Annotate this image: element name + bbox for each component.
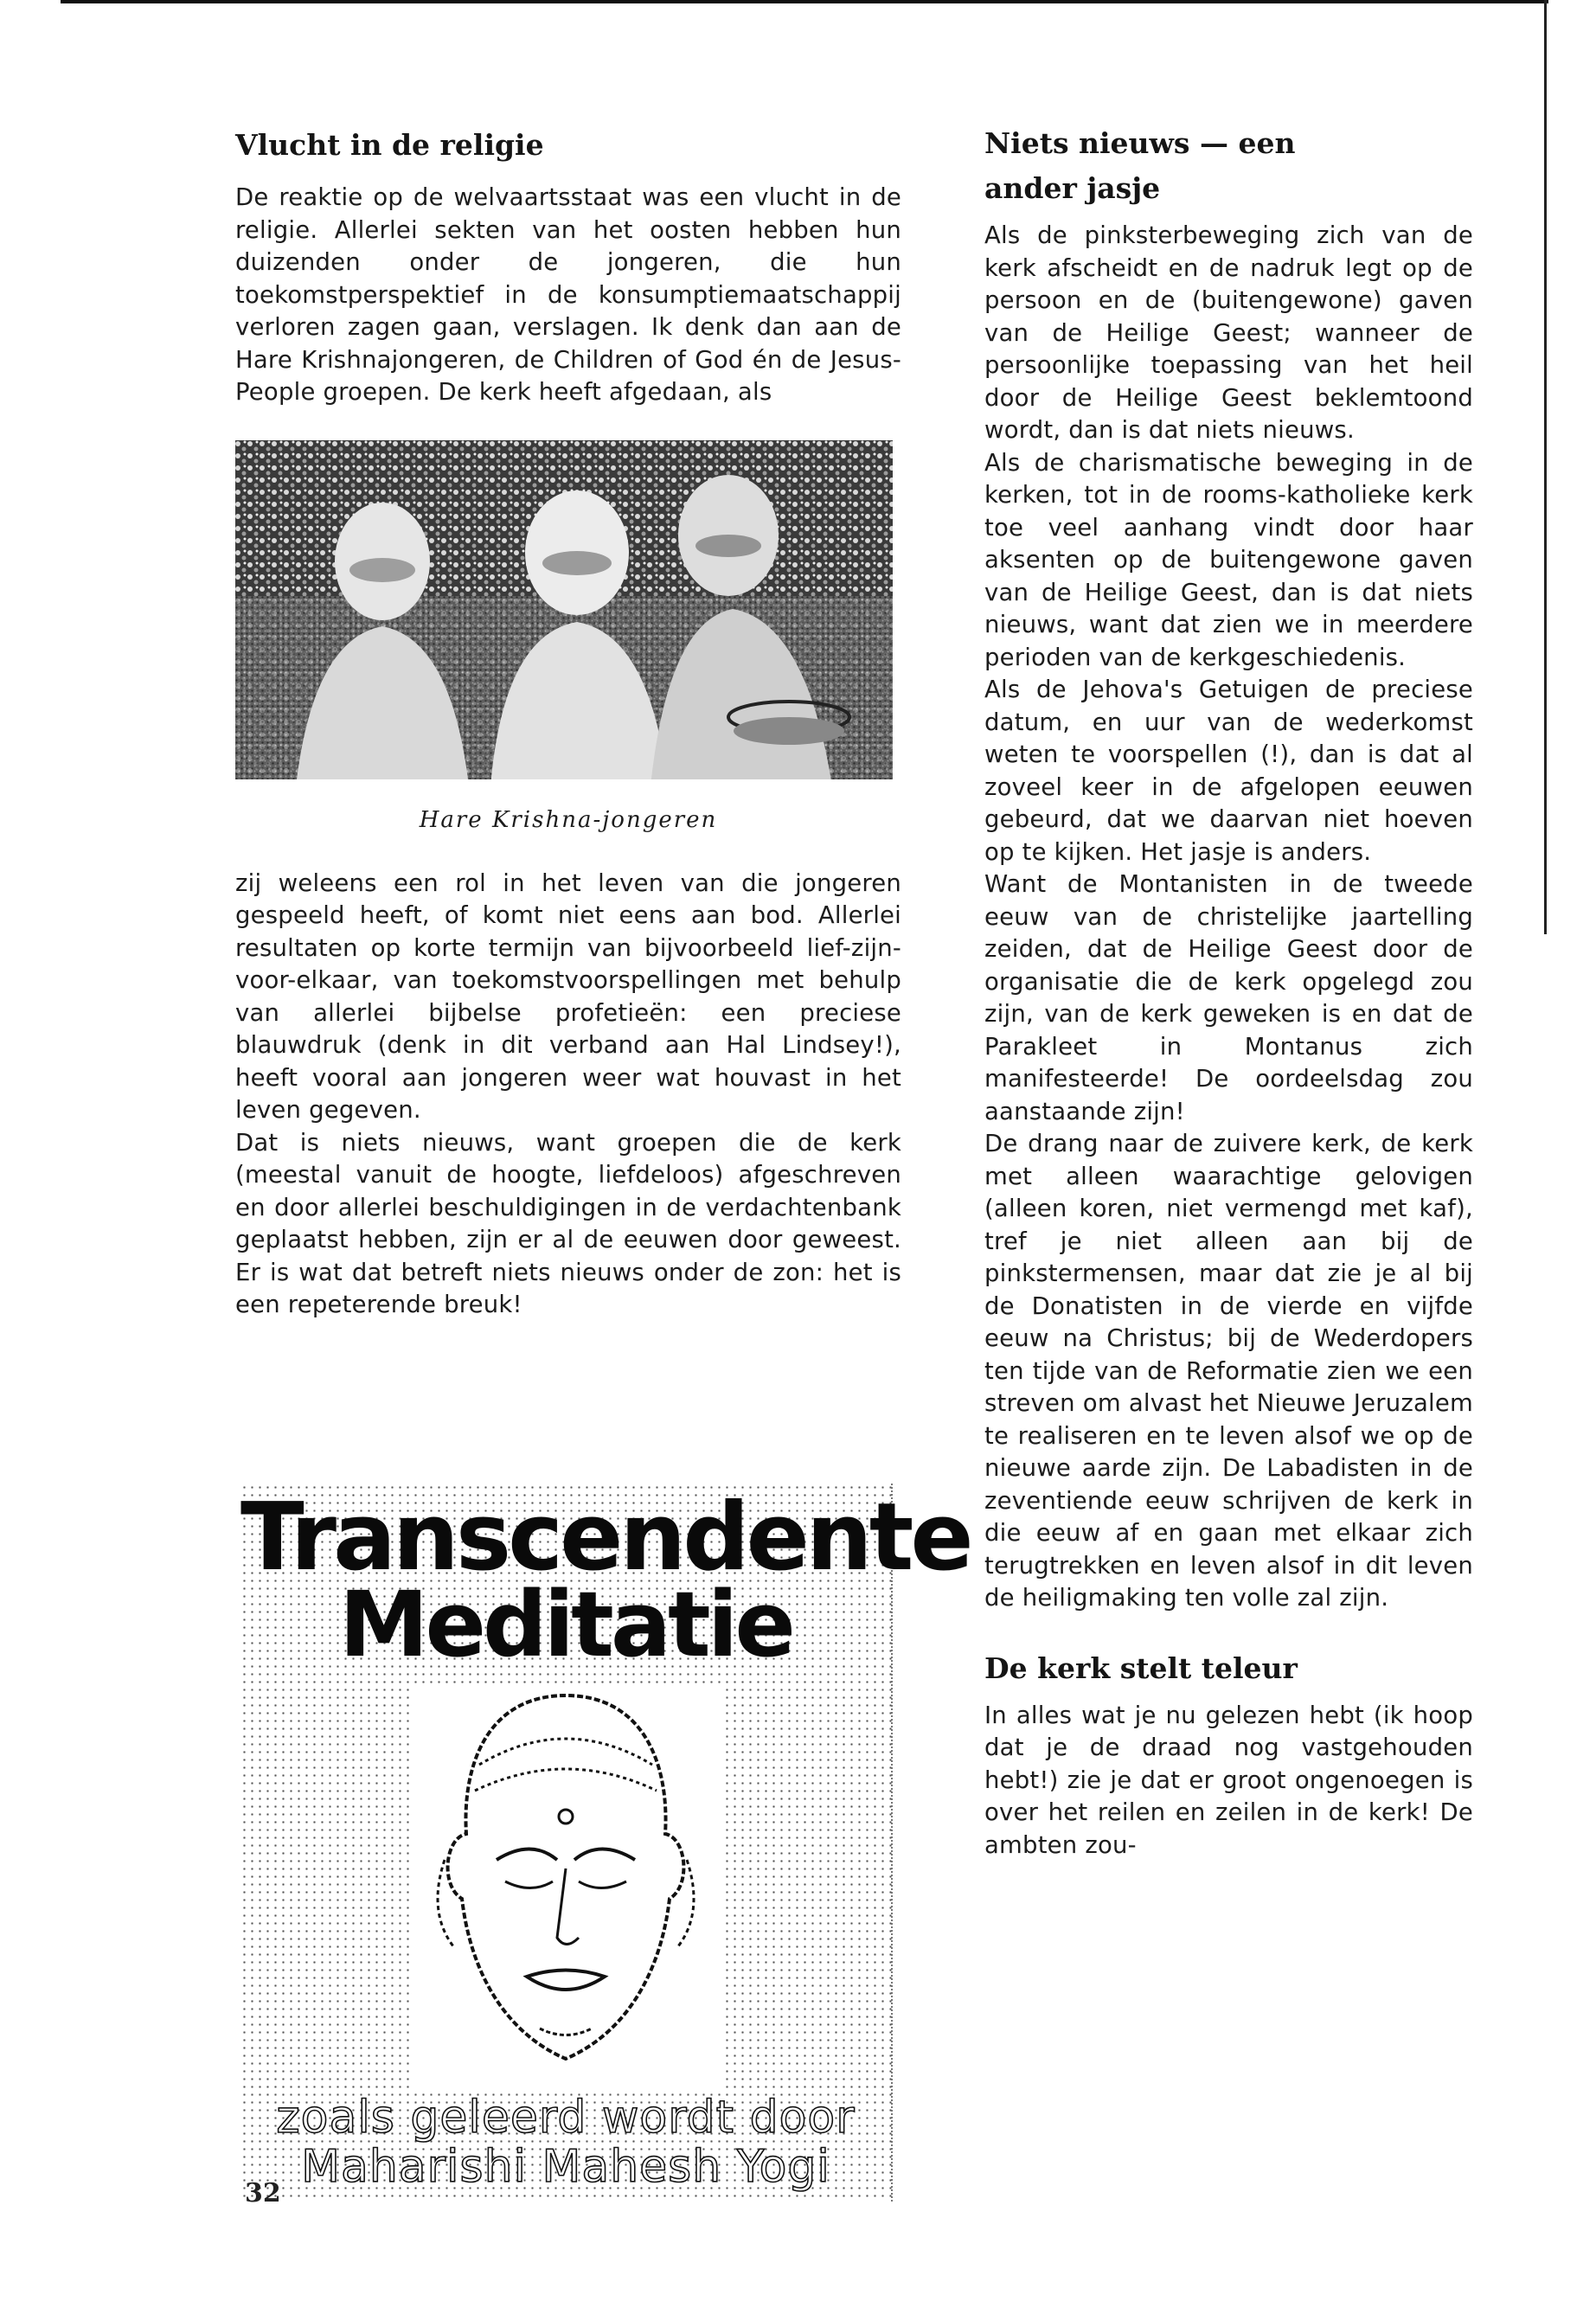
hare-krishna-photo: [235, 440, 893, 786]
poster-subtitle-line-2: Maharishi Mahesh Yogi: [301, 2141, 830, 2193]
top-border-rule: [61, 0, 1548, 3]
page-number: 32: [245, 2178, 281, 2208]
poster-title-line-2: Meditatie: [339, 1572, 792, 1677]
poster-title-line-1: Transcendente: [240, 1484, 971, 1592]
right-paragraph-1: Als de pinksterbeweging zich van de kerk afscheidt en de nadruk legt op de persoon en de (buitengewone) gaven van de Heilige Geest; wanneer de persoonlijke toepassing van het heil door de Heilige Geest beklemtoond wordt, dan is dat niets nieuws.: [984, 221, 1473, 444]
right-paragraph-4: Want de Montanisten in de tweede eeuw van de christelijke jaartelling zeiden, dat de Heilige Geest door de organisatie die de kerk opgelegd zou zijn, van de kerk geweken is en dat de Parakleet in Montanus zich manifesteerde! De oordeelsdag zou aanstaande zijn!: [984, 870, 1473, 1125]
right-paragraph-5: De drang naar de zuivere kerk, de kerk met alleen waarachtige gelovigen (alleen koren, niet vermengd met kaf), tref je niet alleen aan bij de pinkstermensen, maar dat zie je al bij de Donatisten in de vierde en vijfde eeuw na Christus; bij de Wederdopers ten tijde van de Reformatie zien we een streven om alvast het Nieuwe Jeruzalem te realiseren en te leven alsof we op de nieuwe aarde zijn. De Labadisten in de zeventiende eeuw schrijven de kerk in die eeuw af en gaan met elkaar zich terugtrekken en leven alsof in dit leven de heiligmaking ten volle zal zijn.: [984, 1130, 1473, 1612]
photo-caption: Hare Krishna-jongeren: [419, 806, 718, 833]
heading-line-1: Niets nieuws — een: [984, 126, 1296, 160]
left-column: [235, 121, 901, 1322]
right-paragraph-3: Als de Jehova's Getuigen de preciese datum, en uur van de wederkomst weten te voorspellen (!), dan is dat al zoveel keer in de afgelopen eeuwen gebeurd, dat we daarvan niet hoeven op te kijken. Het jasje is anders.: [984, 676, 1473, 866]
right-paragraph-6: In alles wat je nu gelezen hebt (ik hoop dat je de draad nog vastgehouden hebt!) zie je dat er groot ongenoegen is over het reilen en zeilen in de kerk! De ambten zou-: [984, 1701, 1473, 1859]
photo-illustration: [235, 440, 893, 786]
section-heading-niets-nieuws: [984, 121, 1473, 211]
section-heading-kerk-stelt-teleur: De kerk stelt teleur: [984, 1650, 1298, 1685]
transcendente-meditatie-poster: [240, 1484, 971, 2202]
right-column: [984, 121, 1473, 1862]
buddha-face-illustration: [393, 1687, 739, 2089]
left-paragraph-2: zij weleens een rol in het leven van die jongeren gespeeld heeft, of komt niet eens aan bod. Allerlei resultaten op korte termijn van bijvoorbeeld lief-zijn-voor-elkaar, van toekomstvoorspellingen met behulp van allerlei bijbelse profetieën: een preciese blauwdruk (denk in dit verband aan Hal Lindsey!), heeft vooral aan jongeren weer wat houvast in het leven gegeven.: [235, 868, 901, 1124]
right-paragraph-2: Als de charismatische beweging in de kerken, tot in de rooms-katholieke kerk toe veel aanhang vindt door haar aksenten op de buitengewone gaven van de Heilige Geest, dan is dat niets nieuws, want dat zien we in meerdere perioden van de kerkgeschiedenis.: [984, 448, 1473, 671]
right-border-rule: [1544, 0, 1547, 934]
poster-subtitle-line-1: zoals geleerd wordt door: [276, 2092, 856, 2144]
section-heading-vlucht: Vlucht in de religie: [235, 128, 544, 162]
heading-line-2: ander jasje: [984, 171, 1161, 205]
left-paragraph-3: Dat is niets nieuws, want groepen die de kerk (meestal vanuit de hoogte, liefdeloos) afgeschreven en door allerlei beschuldigingen in de verdachtenbank geplaatst hebben, zijn er al de eeuwen door geweest. Er is wat dat betreft niets nieuws onder de zon: het is een repeterende breuk!: [235, 1128, 901, 1318]
intro-paragraph: De reaktie op de welvaartsstaat was een vlucht in de religie. Allerlei sekten van het oosten hebben hun duizenden onder de jongeren, die hun toekomstperspektief in de konsumptiemaatschappij verloren zagen gaan, verslagen. Ik denk dan aan de Hare Krishnajongeren, de Children of God én de Jesus-People groepen. De kerk heeft afgedaan, als: [235, 183, 901, 406]
